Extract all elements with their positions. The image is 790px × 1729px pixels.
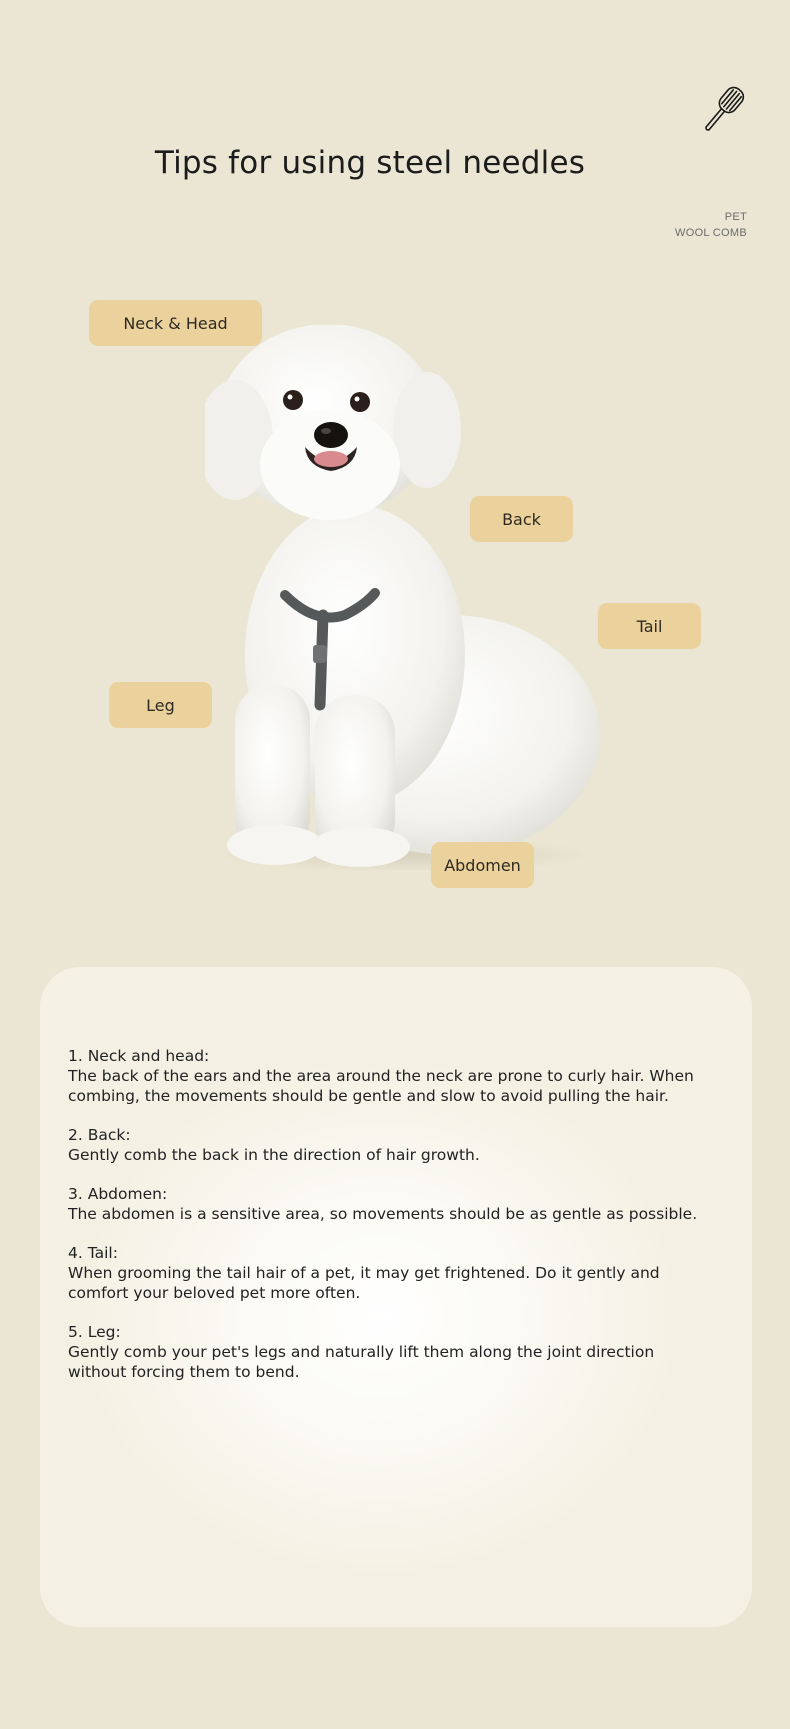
tag-abdomen: Abdomen — [431, 842, 534, 888]
tag-neck-head: Neck & Head — [89, 300, 262, 346]
tag-back: Back — [470, 496, 573, 542]
tip-heading: 2. Back: — [68, 1126, 131, 1144]
tip-body: The abdomen is a sensitive area, so movements should be as gentle as possible. — [68, 1205, 698, 1223]
page-title: Tips for using steel needles — [154, 144, 586, 181]
tip-leg — [68, 1322, 708, 1382]
tip-heading: 5. Leg: — [68, 1323, 121, 1341]
tip-back — [68, 1125, 708, 1165]
brand-line-wool-comb: WOOL COMB — [675, 227, 747, 239]
tip-body: Gently comb your pet's legs and naturally lift them along the joint direction without forcing them to bend. — [68, 1343, 655, 1381]
dog-illustration — [205, 325, 615, 870]
tip-heading: 4. Tail: — [68, 1244, 118, 1262]
brand-line-pet: PET — [724, 211, 747, 223]
tip-body: Gently comb the back in the direction of hair growth. — [68, 1146, 480, 1164]
tag-tail: Tail — [598, 603, 701, 649]
tips-list — [68, 1046, 708, 1401]
brand-label — [675, 209, 747, 241]
tag-leg: Leg — [109, 682, 212, 728]
tip-body: When grooming the tail hair of a pet, it may get frightened. Do it gently and comfort your beloved pet more often. — [68, 1264, 660, 1302]
tip-tail — [68, 1243, 708, 1303]
tip-abdomen — [68, 1184, 708, 1224]
tip-heading: 1. Neck and head: — [68, 1047, 210, 1065]
tip-heading: 3. Abdomen: — [68, 1185, 168, 1203]
tip-neck-head — [68, 1046, 708, 1106]
tip-body: The back of the ears and the area around the neck are prone to curly hair. When combing, the movements should be gentle and slow to avoid pulling the hair. — [68, 1067, 694, 1105]
comb-icon — [697, 82, 749, 138]
